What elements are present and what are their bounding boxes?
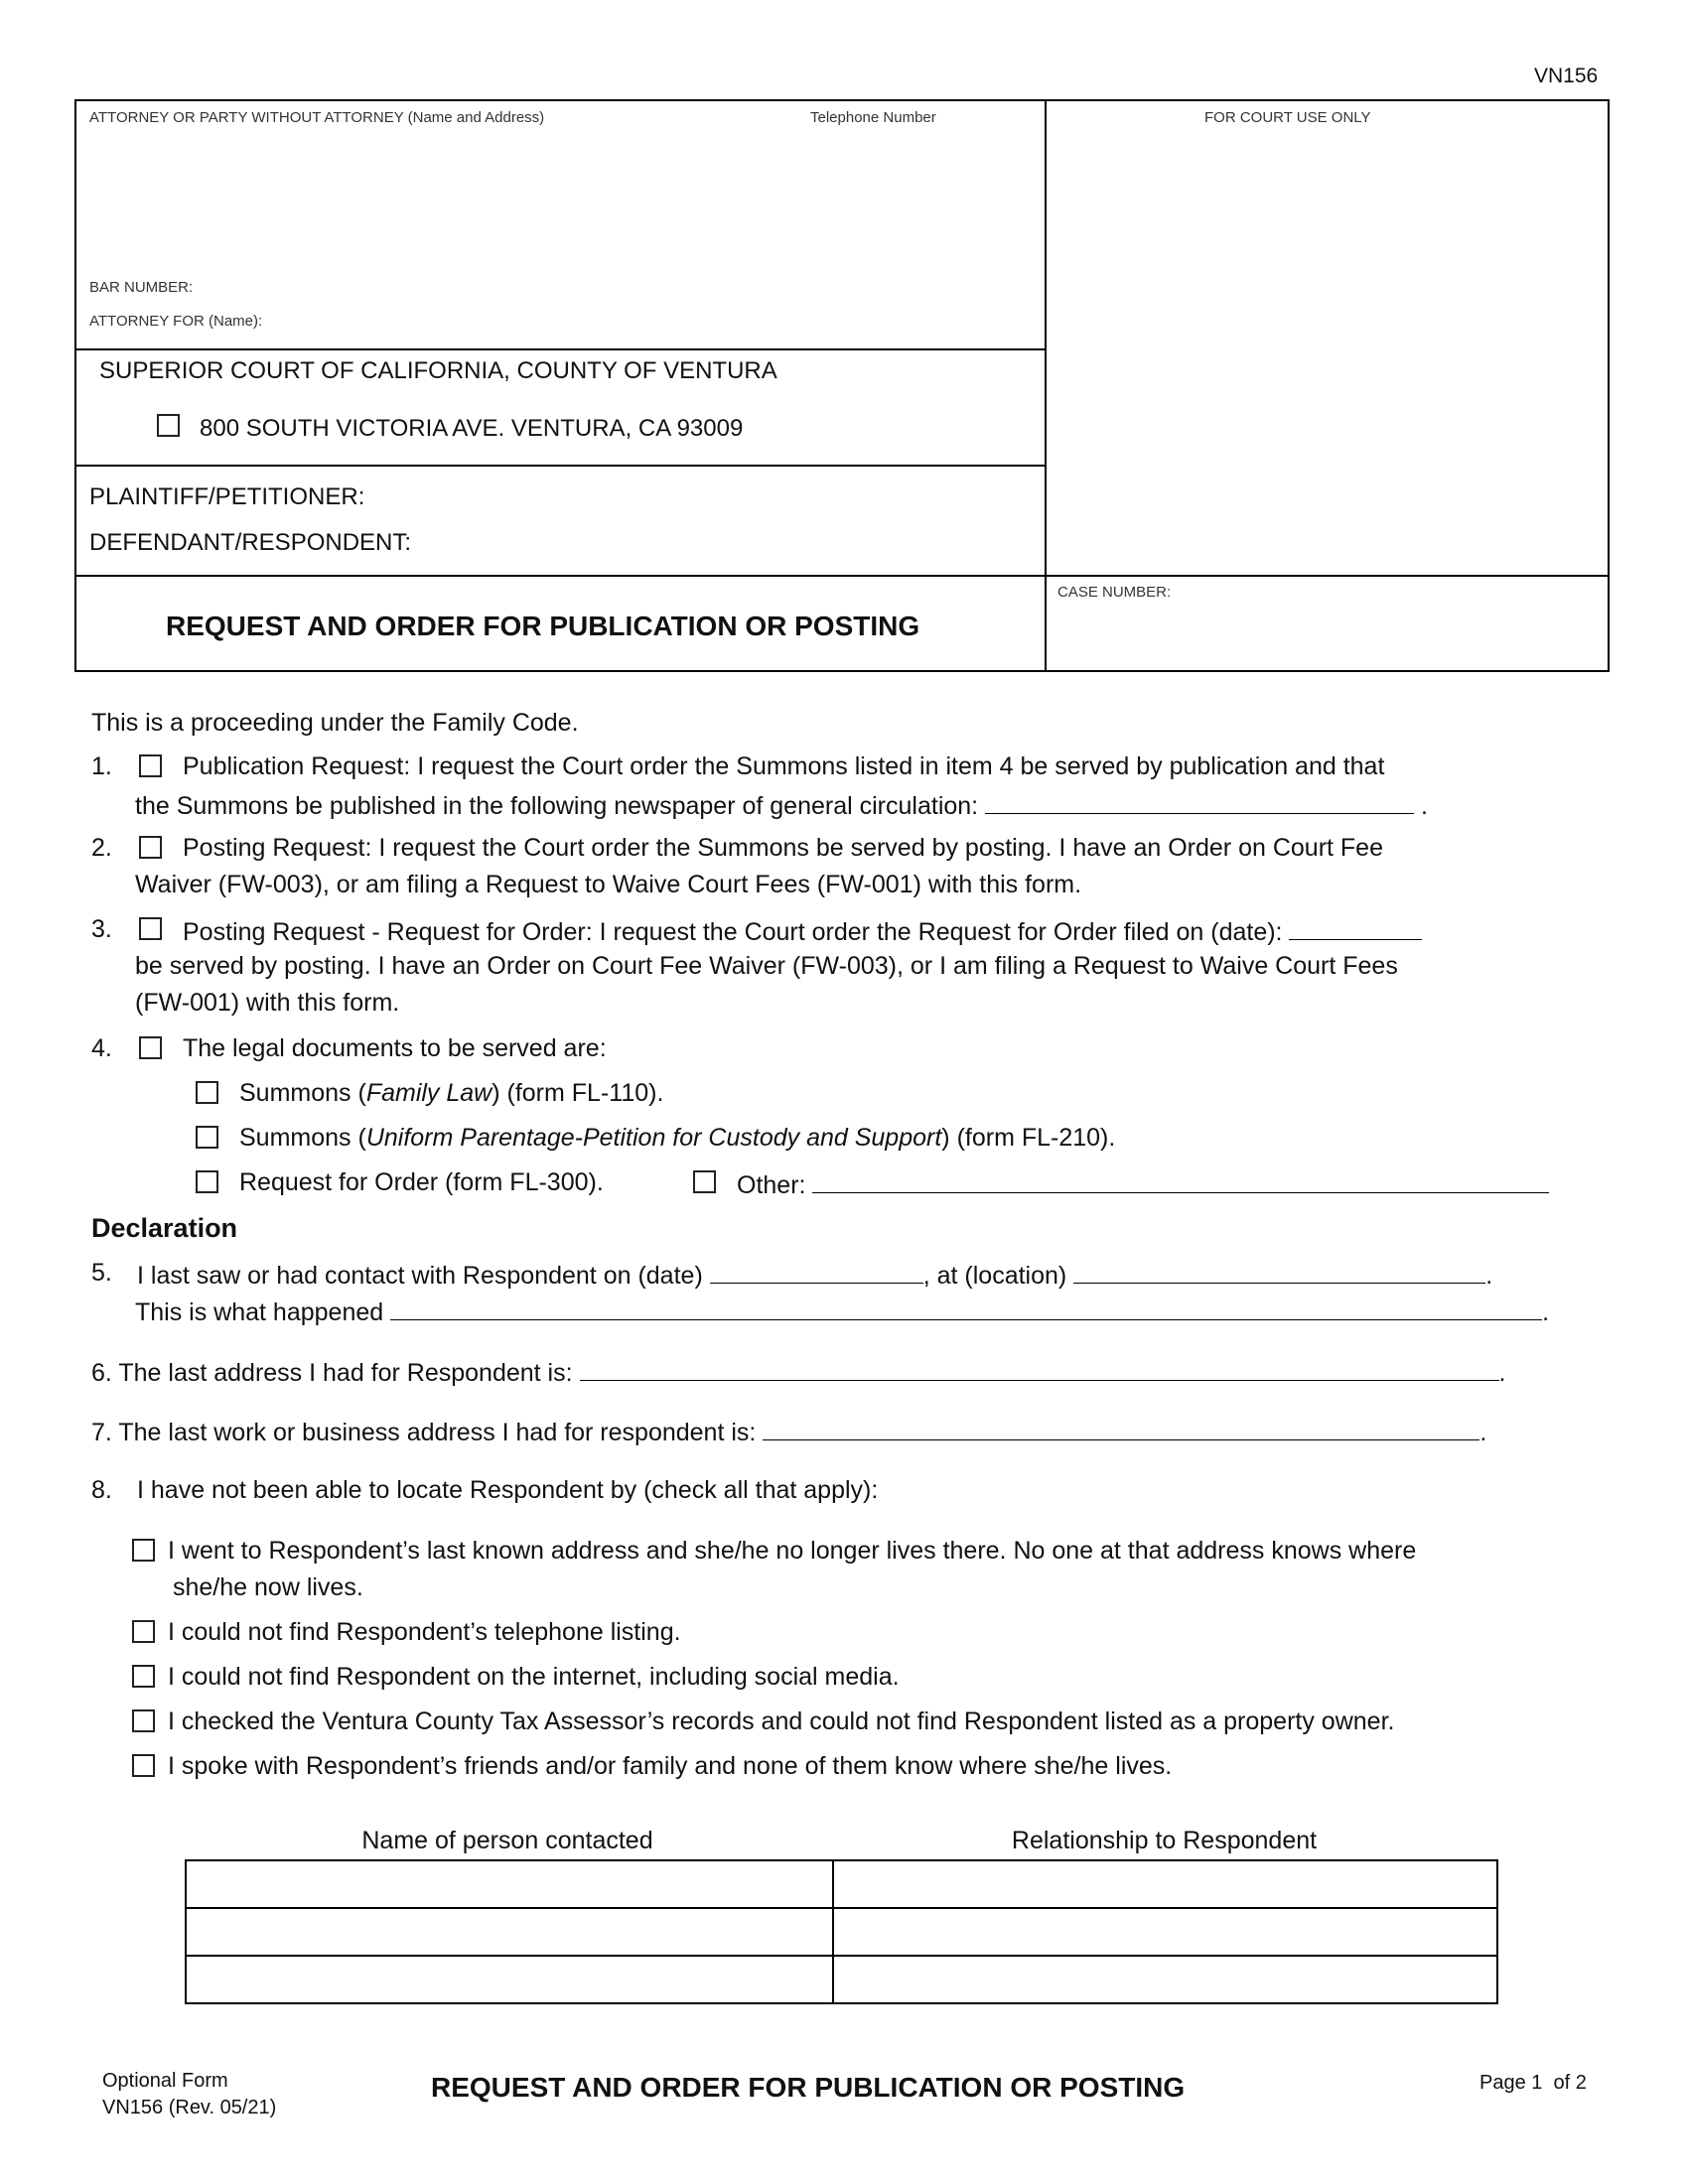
fl110-post: ) (form FL-110). <box>492 1079 664 1107</box>
item3-line1 <box>183 915 1422 947</box>
item4-number: 4. <box>91 1034 112 1062</box>
fl300-label: Request for Order (form FL-300). <box>239 1168 604 1196</box>
item6-label: The last address I had for Respondent is: <box>118 1359 573 1387</box>
court-use-label: FOR COURT USE ONLY <box>1204 109 1371 126</box>
contacts-table <box>185 1859 1498 2004</box>
contact-name-cell[interactable] <box>186 1956 833 2003</box>
plaintiff-label: PLAINTIFF/PETITIONER: <box>89 483 365 510</box>
item1-number: 1. <box>91 752 112 780</box>
contact-name-cell[interactable] <box>186 1908 833 1956</box>
item3-number: 3. <box>91 915 112 943</box>
defendant-label: DEFENDANT/RESPONDENT: <box>89 529 412 556</box>
case-number-label: CASE NUMBER: <box>1057 584 1172 601</box>
footer-revision: VN156 (Rev. 05/21) <box>102 2097 277 2118</box>
item5-line1 <box>137 1259 1492 1291</box>
item1-line2 <box>135 789 1428 821</box>
form-title: REQUEST AND ORDER FOR PUBLICATION OR POSTING <box>166 611 920 641</box>
item5-pre: I last saw or had contact with Respondent on (date) <box>137 1262 703 1290</box>
last-contact-location-field[interactable] <box>1073 1259 1485 1284</box>
declaration-heading: Declaration <box>91 1213 238 1243</box>
item6-end: . <box>1498 1359 1506 1387</box>
court-address-checkbox[interactable] <box>157 414 180 437</box>
last-address-field[interactable] <box>580 1356 1499 1381</box>
item4-label: The legal documents to be served are: <box>183 1034 607 1062</box>
item7-number: 7. <box>91 1419 112 1446</box>
fl210-label <box>239 1124 1115 1153</box>
footer-optional-form: Optional Form <box>102 2070 228 2092</box>
opt3-label: I could not find Respondent on the internet, including social media. <box>168 1663 900 1691</box>
what-happened-field[interactable] <box>390 1296 1542 1320</box>
attorney-for-label: ATTORNEY FOR (Name): <box>89 313 263 330</box>
col-name-header: Name of person contacted <box>361 1827 653 1854</box>
newspaper-field[interactable] <box>985 789 1414 814</box>
court-address: 800 SOUTH VICTORIA AVE. VENTURA, CA 93009 <box>200 415 744 442</box>
item5-mid: , at (location) <box>922 1262 1067 1290</box>
what-happened-label: This is what happened <box>135 1298 384 1326</box>
contact-name-cell[interactable] <box>186 1860 833 1908</box>
fl210-pre: Summons ( <box>239 1124 366 1152</box>
caption-box <box>74 99 1610 672</box>
form-code: VN156 <box>1534 65 1599 87</box>
attorney-label: ATTORNEY OR PARTY WITHOUT ATTORNEY (Name and Address) <box>89 109 545 126</box>
item1-line2-text: the Summons be published in the following newspaper of general circulation: <box>135 792 979 820</box>
opt3-checkbox[interactable] <box>132 1665 155 1688</box>
table-row <box>186 1860 1497 1908</box>
item2-line2: Waiver (FW-003), or am filing a Request to Waive Court Fees (FW-001) with this form. <box>135 871 1082 898</box>
item8-number: 8. <box>91 1476 112 1504</box>
last-work-address-field[interactable] <box>763 1416 1479 1440</box>
item1-checkbox[interactable] <box>139 754 162 777</box>
opt1-line2: she/he now lives. <box>173 1573 363 1601</box>
item3-line3: (FW-001) with this form. <box>135 989 400 1017</box>
other-doc-line <box>737 1168 1549 1200</box>
court-name: SUPERIOR COURT OF CALIFORNIA, COUNTY OF VENTURA <box>99 357 777 384</box>
opt2-label: I could not find Respondent’s telephone listing. <box>168 1618 681 1646</box>
opt1-line1: I went to Respondent’s last known address and she/he no longer lives there. No one at that address knows where <box>168 1537 1417 1565</box>
item5-end: . <box>1485 1262 1493 1290</box>
rfo-date-field[interactable] <box>1289 915 1422 940</box>
table-row <box>186 1908 1497 1956</box>
opt1-checkbox[interactable] <box>132 1539 155 1562</box>
item2-checkbox[interactable] <box>139 836 162 859</box>
opt5-checkbox[interactable] <box>132 1754 155 1777</box>
last-contact-date-field[interactable] <box>710 1259 923 1284</box>
bar-number-label: BAR NUMBER: <box>89 279 194 296</box>
item3-checkbox[interactable] <box>139 917 162 940</box>
contact-relationship-cell[interactable] <box>833 1860 1497 1908</box>
item8-label: I have not been able to locate Respondent by (check all that apply): <box>137 1476 879 1504</box>
fl110-label <box>239 1079 663 1108</box>
item3-line2: be served by posting. I have an Order on Court Fee Waiver (FW-003), or I am filing a Request to Waive Court Fees <box>135 952 1398 980</box>
other-doc-label: Other: <box>737 1171 806 1199</box>
item5-end2: . <box>1542 1298 1550 1326</box>
fl110-pre: Summons ( <box>239 1079 366 1107</box>
item6-number: 6. <box>91 1359 112 1387</box>
item7-end: . <box>1479 1419 1487 1446</box>
item1-line1: Publication Request: I request the Court order the Summons listed in item 4 be served by publication and that <box>183 752 1385 780</box>
opt2-checkbox[interactable] <box>132 1620 155 1643</box>
opt4-label: I checked the Ventura County Tax Assessor’s records and could not find Respondent listed as a property owner. <box>168 1707 1395 1735</box>
contact-relationship-cell[interactable] <box>833 1908 1497 1956</box>
item2-line1: Posting Request: I request the Court order the Summons be served by posting. I have an Order on Court Fee <box>183 834 1383 862</box>
item7-line <box>91 1416 1486 1447</box>
fl300-checkbox[interactable] <box>196 1170 218 1193</box>
fl210-checkbox[interactable] <box>196 1126 218 1149</box>
item4-checkbox[interactable] <box>139 1036 162 1059</box>
item1-end: . <box>1421 792 1428 820</box>
item5-number: 5. <box>91 1259 112 1287</box>
contact-relationship-cell[interactable] <box>833 1956 1497 2003</box>
page-number: Page 1 of 2 <box>1479 2072 1587 2094</box>
other-doc-field[interactable] <box>812 1168 1549 1193</box>
item2-number: 2. <box>91 834 112 862</box>
fl110-checkbox[interactable] <box>196 1081 218 1104</box>
col-relationship-header: Relationship to Respondent <box>1011 1827 1318 1854</box>
fl210-post: ) (form FL-210). <box>941 1124 1116 1152</box>
fl210-ital: Uniform Parentage-Petition for Custody and Support <box>365 1124 942 1152</box>
telephone-label: Telephone Number <box>810 109 936 126</box>
item5-line2 <box>135 1296 1549 1327</box>
other-doc-checkbox[interactable] <box>693 1170 716 1193</box>
item6-line <box>91 1356 1505 1388</box>
footer-title: REQUEST AND ORDER FOR PUBLICATION OR POSTING <box>431 2072 1186 2103</box>
opt4-checkbox[interactable] <box>132 1709 155 1732</box>
table-row <box>186 1956 1497 2003</box>
fl110-ital: Family Law <box>365 1079 492 1107</box>
opt5-label: I spoke with Respondent’s friends and/or family and none of them know where she/he lives. <box>168 1752 1173 1780</box>
item7-label: The last work or business address I had for respondent is: <box>118 1419 757 1446</box>
item3-line1-text: Posting Request - Request for Order: I request the Court order the Request for Order filed on (date): <box>183 918 1283 946</box>
intro-text: This is a proceeding under the Family Code. <box>91 709 579 737</box>
